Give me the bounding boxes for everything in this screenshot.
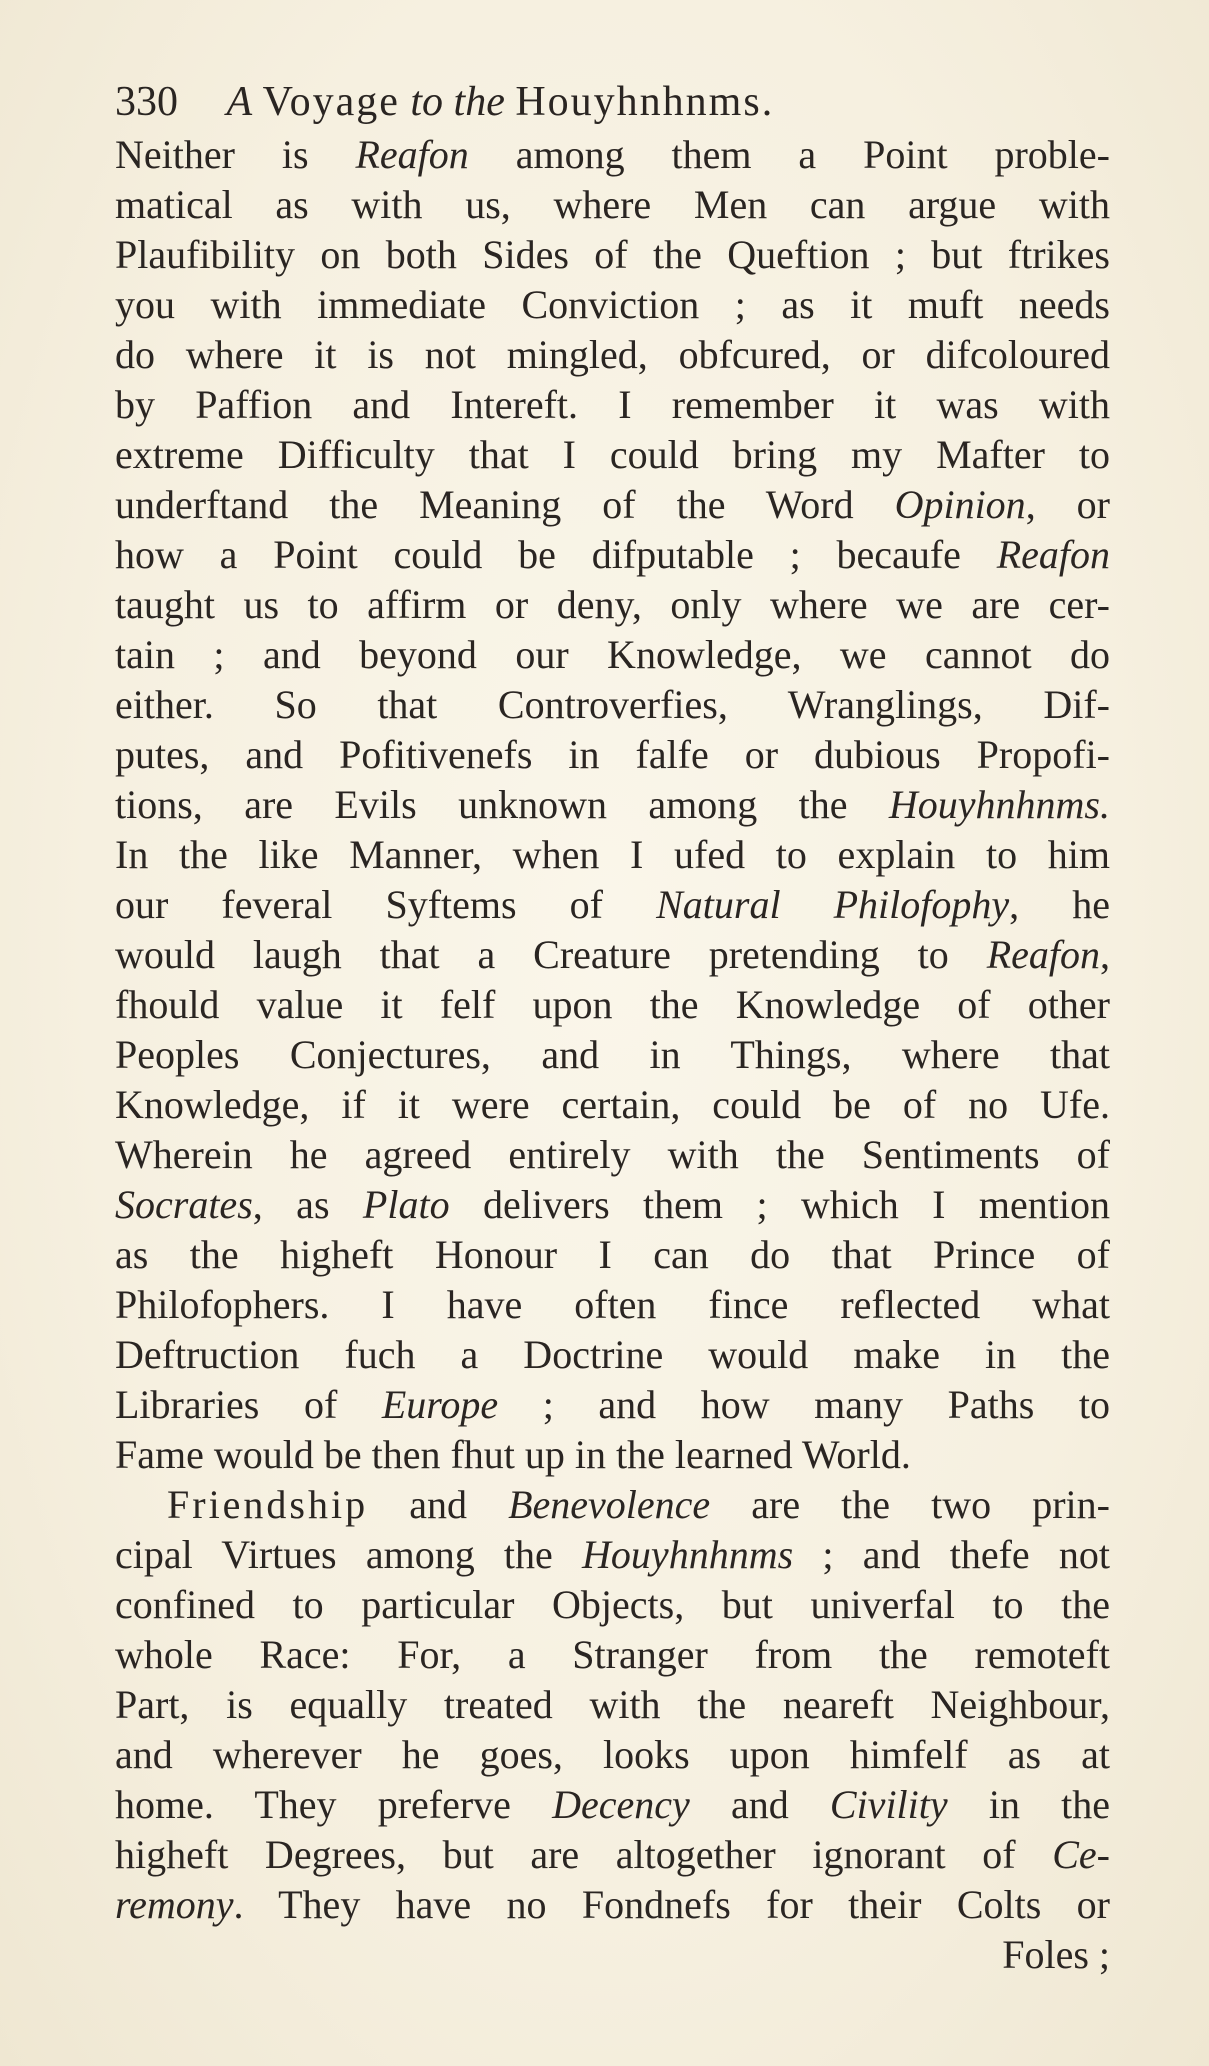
text-line: [115, 1230, 1110, 1280]
text-run: Knowledge, if it were certain, could be of no Ufe.: [115, 1082, 1110, 1127]
text-run: home. They preferve: [115, 1782, 553, 1827]
text-run: either. So that Controverfies, Wranglings, Dif-: [115, 682, 1110, 727]
text-line: [115, 1030, 1110, 1080]
text-line: [115, 1330, 1110, 1380]
text-run: taught us to affirm or deny, only where we are cer-: [115, 582, 1110, 627]
text-run: our feveral Syftems of: [115, 882, 657, 927]
italic-text: Europe: [381, 1382, 499, 1427]
text-run: delivers them ; which I mention: [449, 1182, 1110, 1227]
text-line: [115, 180, 1110, 230]
title-voyage: Voyage: [262, 79, 400, 125]
text-line: [115, 1180, 1110, 1230]
text-line: [115, 380, 1110, 430]
text-run: fhould value it felf upon the Knowledge of other: [115, 982, 1110, 1027]
text-run: putes, and Pofitivenefs in falfe or dubious Propofi-: [115, 732, 1110, 777]
text-line: [115, 680, 1110, 730]
text-line: [115, 930, 1110, 980]
italic-text: Decency: [552, 1782, 690, 1827]
text-run: Libraries of: [115, 1382, 382, 1427]
text-line: [115, 480, 1110, 530]
text-run: Plaufibility on both Sides of the Queftion ; but ftrikes: [115, 232, 1110, 277]
italic-text: Houyhnhnms.: [888, 782, 1110, 827]
text-run: ; and thefe not: [793, 1532, 1110, 1577]
text-line: [115, 630, 1110, 680]
text-run: as the higheft Honour I can do that Prince of: [115, 1232, 1110, 1277]
text-run: you with immediate Conviction ; as it muft needs: [115, 282, 1110, 327]
text-run: Neither is: [115, 132, 356, 177]
text-line: [115, 1830, 1110, 1880]
running-head: [115, 72, 1125, 132]
text-line: [115, 1780, 1110, 1830]
text-run: by Paffion and Intereft. I remember it was with: [115, 382, 1110, 427]
italic-text: Plato: [362, 1182, 450, 1227]
text-line: [115, 330, 1110, 380]
text-line: [115, 780, 1110, 830]
text-line: [115, 430, 1110, 480]
text-line: [115, 1130, 1110, 1180]
text-run: Fame would be then fhut up in the learned World.: [115, 1432, 911, 1477]
text-run: Friendship: [167, 1482, 369, 1527]
text-run: whole Race: For, a Stranger from the remoteft: [115, 1632, 1110, 1677]
text-line: [115, 280, 1110, 330]
body-text: [115, 130, 1110, 1980]
italic-text: Opinion: [894, 482, 1026, 527]
page-number: 330: [115, 79, 178, 125]
text-line: [115, 1730, 1110, 1780]
title-connector: to the: [410, 79, 505, 125]
text-line: [115, 1080, 1110, 1130]
italic-text: Reafon: [986, 932, 1100, 977]
text-run: do where it is not mingled, obfcured, or difcoloured: [115, 332, 1110, 377]
text-run: Peoples Conjectures, and in Things, where that: [115, 1032, 1110, 1077]
italic-text: remony: [115, 1882, 234, 1927]
text-line: [115, 1630, 1110, 1680]
text-run: , he: [1009, 882, 1110, 927]
text-run: , as: [252, 1182, 363, 1227]
text-run: ; and how many Paths to: [498, 1382, 1110, 1427]
text-run: Foles ;: [1002, 1932, 1110, 1977]
text-run: confined to particular Objects, but univerfal to the: [115, 1582, 1110, 1627]
text-run: Deftruction fuch a Doctrine would make in the: [115, 1332, 1110, 1377]
text-run: tions, are Evils unknown among the: [115, 782, 889, 827]
text-line: [115, 230, 1110, 280]
text-run: extreme Difficulty that I could bring my Mafter to: [115, 432, 1110, 477]
italic-text: Benevolence: [508, 1482, 711, 1527]
italic-text: Natural Philofophy: [656, 882, 1010, 927]
text-line: [115, 1530, 1110, 1580]
text-line: [115, 980, 1110, 1030]
italic-text: Socrates: [115, 1182, 253, 1227]
italic-text: Ce-: [1052, 1832, 1110, 1877]
text-run: ,: [1100, 932, 1110, 977]
text-run: tain ; and beyond our Knowledge, we cannot do: [115, 632, 1110, 677]
text-run: are the two prin-: [710, 1482, 1110, 1527]
text-run: higheft Degrees, but are altogether ignorant of: [115, 1832, 1053, 1877]
title-houyhnhnms: Houyhnhnms.: [515, 79, 775, 125]
text-run: Wherein he agreed entirely with the Sentiments of: [115, 1132, 1110, 1177]
text-line: [115, 830, 1110, 880]
text-run: Part, is equally treated with the neareft Neighbour,: [115, 1682, 1110, 1727]
text-line: [115, 1430, 1110, 1480]
text-run: and: [368, 1482, 509, 1527]
text-run: in the: [947, 1782, 1110, 1827]
text-line: [115, 1280, 1110, 1330]
text-run: , or: [1025, 482, 1110, 527]
italic-text: Civility: [829, 1782, 948, 1827]
text-line: [115, 880, 1110, 930]
text-run: Philofophers. I have often fince reflected what: [115, 1282, 1110, 1327]
title-article: A: [226, 79, 253, 125]
text-line: [115, 730, 1110, 780]
italic-text: Reafon: [355, 132, 469, 177]
text-line: [115, 580, 1110, 630]
text-run: . They have no Fondnefs for their Colts or: [233, 1882, 1110, 1927]
text-run: cipal Virtues among the: [115, 1532, 583, 1577]
italic-text: Houyhnhnms: [582, 1532, 794, 1577]
italic-text: Reafon: [996, 532, 1110, 577]
text-run: matical as with us, where Men can argue with: [115, 182, 1110, 227]
text-run: among them a Point proble-: [468, 132, 1110, 177]
text-run: how a Point could be difputable ; becaufe: [115, 532, 997, 577]
text-run: underftand the Meaning of the Word: [115, 482, 895, 527]
text-line: [115, 1680, 1110, 1730]
text-line: [115, 1930, 1110, 1980]
text-line: [115, 530, 1110, 580]
text-line: [115, 1880, 1110, 1930]
text-line: [115, 1380, 1110, 1430]
text-run: In the like Manner, when I ufed to explain to him: [115, 832, 1110, 877]
text-line: [115, 130, 1110, 180]
text-run: and wherever he goes, looks upon himfelf as at: [115, 1732, 1110, 1777]
text-run: would laugh that a Creature pretending to: [115, 932, 987, 977]
text-line: [115, 1580, 1110, 1630]
text-line: [115, 1480, 1110, 1530]
text-run: and: [689, 1782, 830, 1827]
